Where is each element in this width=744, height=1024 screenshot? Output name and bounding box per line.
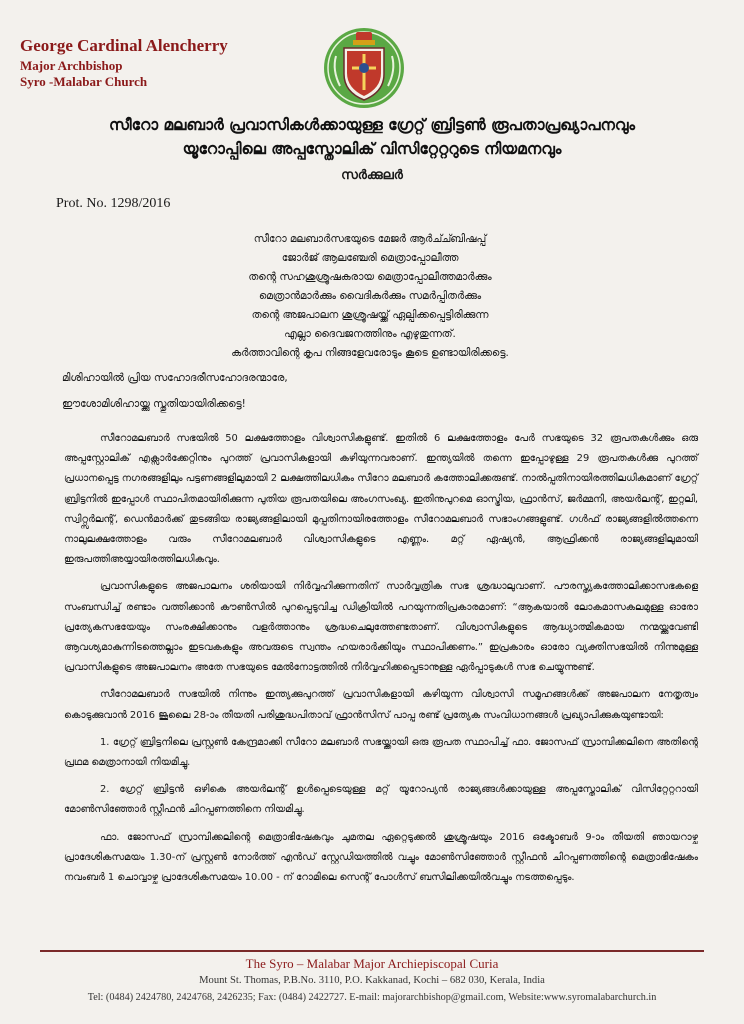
address-line: കർത്താവിന്റെ കൃപ നിങ്ങളേവരോടും കൂടെ ഉണ്ടായിരിക്കട്ടെ. [231,347,509,359]
document-title-line-2: യൂറോപ്പിലെ അപ്പസ്തോലിക് വിസിറ്റേറ്ററുടെ നിയമനവും [182,140,562,158]
footer-contact: Tel: (0484) 2424780, 2424768, 2426235; Fax: (0484) 2422727. E-mail: majorarchbishop@gmail.com, Website:www.syromalabarchurch.in [87,992,657,1003]
body-paragraph: പ്രവാസികളുടെ അജപാലനം ശരിയായി നിർവ്വഹിക്കുന്നതിന് സാർവ്വത്രിക സഭ ശ്രദ്ധാലുവാണ്. പൗരസ്ത്യകത്തോലിക്കാസഭകളെ സംബന്ധിച്ച് രണ്ടാം വത്തിക്കാൻ കൗൺസിൽ പുറപ്പെടുവിച്ച ഡിക്രിയിൽ പറയുന്നതിപ്രകാരമാണ്: “ആകയാൽ ലോകമാസകലമുള്ള ഓരോ പ്രത്യേകസഭയേയും സംരക്ഷിക്കാനും വളർത്താനും ശ്രദ്ധചെലുത്തേണ്ടതാണ്. വിശ്വാസികളുടെ ആദ്ധ്യാത്മികമായ നന്മയ്ക്കുവേണ്ടി ആവശ്യമാകുന്നിടത്തെല്ലാം ഇടവകകളും അവരുടെ സ്വന്തം ഹയരാർക്കിയും സ്ഥാപിക്കണം.” ഇപ്രകാരം ഓരോ വ്യക്തിസഭയിൽ നിന്നുമുള്ള പ്രവാസികളുടെ അജപാലനം അതേ സഭയുടെ മേൽനോട്ടത്തിൽ നിർവ്വഹിക്കപ്പെടാനുള്ള ഏർപ്പാടുകൾ സഭ ചെയ്യുന്നുണ്ട്. [64,581,698,674]
address-block [150,230,590,363]
document-title-line-1: സീറോ മലബാർ പ്രവാസികൾക്കായുള്ള ഗ്രേറ്റ് ബ്രിട്ടൺ രൂപതാപ്രഖ്യാപനവും [109,116,635,134]
address-line: തന്റെ അജപാലന ശുശ്രൂഷയ്ക്ക് ഏല്പിക്കപ്പെട്ടിരിക്കുന്ന [251,309,489,321]
address-line: എല്ലാ ദൈവജനത്തിനും എഴുതുന്നത്. [284,328,456,340]
circular-label: സർക്കുലർ [341,168,403,183]
letter-body [64,429,698,895]
church-coat-of-arms-icon [322,26,406,110]
body-paragraph: സീറോമലബാർ സഭയിൽ നിന്നും ഇന്ത്യക്കുപുറത്ത് പ്രവാസികളായി കഴിയുന്ന വിശ്വാസി സമൂഹങ്ങൾക്ക് അജപാലന നേതൃത്വം കൊടുക്കുവാൻ 2016 ജൂലൈ 28-ാം തീയതി പരിശുദ്ധപിതാവ് ഫ്രാൻസിസ് പാപ്പ രണ്ട് പ്രത്യേക സംവിധാനങ്ങൾ പ്രഖ്യാപിക്കുകയുണ്ടായി: [64,689,698,721]
body-paragraph: ഫാ. ജോസഫ് സ്രാമ്പിക്കലിന്റെ മെത്രാഭിഷേകവും ചുമതല ഏറ്റെടുക്കൽ ശുശ്രൂഷയും 2016 ഒക്ടോബർ 9-ാം തീയതി ഞായറാഴ്ച പ്രാദേശികസമയം 1.30-ന് പ്രസ്റ്റൺ നോർത്ത് എൻഡ് സ്റ്റേഡിയത്തിൽ വച്ചും മോൺസിഞ്ഞോർ സ്റ്റീഫൻ ചിറപ്പണത്തിന്റെ മെത്രാഭിഷേകം നവംബർ 1 ചൊവ്വാഴ്ച പ്രാദേശികസമയം 10.00 - ന് റോമിലെ സെന്റ് പോൾസ് ബസിലിക്കയിൽവച്ചും നടത്തപ്പെടും. [64,831,698,884]
address-line: മെത്രാൻമാർക്കും വൈദികർക്കും സമർപ്പിതർക്കും [258,290,482,302]
body-paragraph: 2. ഗ്രേറ്റ് ബ്രിട്ടൻ ഒഴികെ അയർലന്റ് ഉൾപ്പെടെയുള്ള മറ്റ് യൂറോപ്യൻ രാജ്യങ്ങൾക്കായുള്ള അപ്പസ്തോലിക് വിസിറ്റേറ്ററായി മോൺസിഞ്ഞോർ സ്റ്റീഫൻ ചിറപ്പണത്തിനെ നിയമിച്ചു. [64,784,698,816]
greeting: ഈശോമിശിഹായ്ക്കു സ്തുതിയായിരിക്കട്ടെ! [62,398,246,410]
address-line: സീറോ മലബാർസഭയുടെ മേജർ ആർച്ച്ബിഷപ്പ് [253,233,487,245]
footer-address: Mount St. Thomas, P.B.No. 3110, P.O. Kakkanad, Kochi – 682 030, Kerala, India [199,975,545,986]
address-line: ജോർജ് ആലഞ്ചേരി മെത്രാപ്പോലീത്ത [281,252,459,264]
body-paragraph: സീറോമലബാർ സഭയിൽ 50 ലക്ഷത്തോളം വിശ്വാസികളുണ്ട്. ഇതിൽ 6 ലക്ഷത്തോളം പേർ സഭയുടെ 32 രൂപതകൾക്കും ഒരു അപ്പസ്റ്റോലിക് എക്സാർക്കേറ്റിനും പുറത്ത് പ്രവാസികളായി കഴിയുന്നവരാണ്. ഇന്ത്യയിൽ തന്നെ ഇപ്പോഴുള്ള 29 രൂപതകൾക്കു പുറത്ത് പ്രധാനപ്പെട്ട നഗരങ്ങളിലും പട്ടണങ്ങളിലുമായി 2 ലക്ഷത്തിലധികം സീറോ മലബാർ കത്തോലിക്കരുണ്ട്. നാൽപ്പതിനായിരത്തിലധികമാണ് ഗ്രേറ്റ് ബ്രിട്ടനിൽ ഇപ്പോൾ സ്ഥാപിതമായിരിക്കുന്ന പുതിയ രൂപതയിലെ അംഗസംഖ്യ. ഇതിനുപുറമെ ഓസ്ട്രിയ, ഫ്രാൻസ്, ജർമ്മനി, അയർലന്റ്, ഇറ്റലി, സ്വിറ്റ്സർലന്റ്, ഡെൻമാർക്ക് തുടങ്ങിയ രാജ്യങ്ങളിലായി മുപ്പതിനായിരത്തോളം സീറോമലബാർ സഭാംഗങ്ങളുണ്ട്. ഗൾഫ് രാജ്യങ്ങളിൽത്തന്നെ നാലുലക്ഷത്തോളം വരും സീറോമലബാർ വിശ്വാസികളുടെ എണ്ണം. മറ്റ് ഏഷ്യൻ, ആഫ്രിക്കൻ രാജ്യങ്ങളിലുമായി ഇരുപത്തിഅയ്യായിരത്തിലധികവും. [64,433,698,566]
body-paragraph: 1. ഗ്രേറ്റ് ബ്രിട്ടനിലെ പ്രസ്റ്റൺ കേന്ദ്രമാക്കി സീറോ മലബാർ സഭയ്ക്കായി ഒരു രൂപത സ്ഥാപിച്ച് ഫാ. ജോസഫ് സ്രാമ്പിക്കലിനെ അതിന്റെ പ്രഥമ മെത്രാനായി നിയമിച്ചു. [64,736,698,769]
footer-divider [40,950,704,952]
sender-name: George Cardinal Alencherry [20,36,228,55]
sender-title: Major Archbishop [20,58,123,73]
address-line: തന്റെ സഹശുശ്രൂഷകരായ മെത്രാപ്പോലീത്തമാർക്കും [248,271,492,283]
footer-title: The Syro – Malabar Major Archiepiscopal Curia [245,956,499,971]
salutation: മിശിഹായിൽ പ്രിയ സഹോദരീസഹോദരന്മാരേ, [62,372,288,384]
sender-church: Syro -Malabar Church [20,74,148,89]
protocol-number: Prot. No. 1298/2016 [56,196,171,211]
